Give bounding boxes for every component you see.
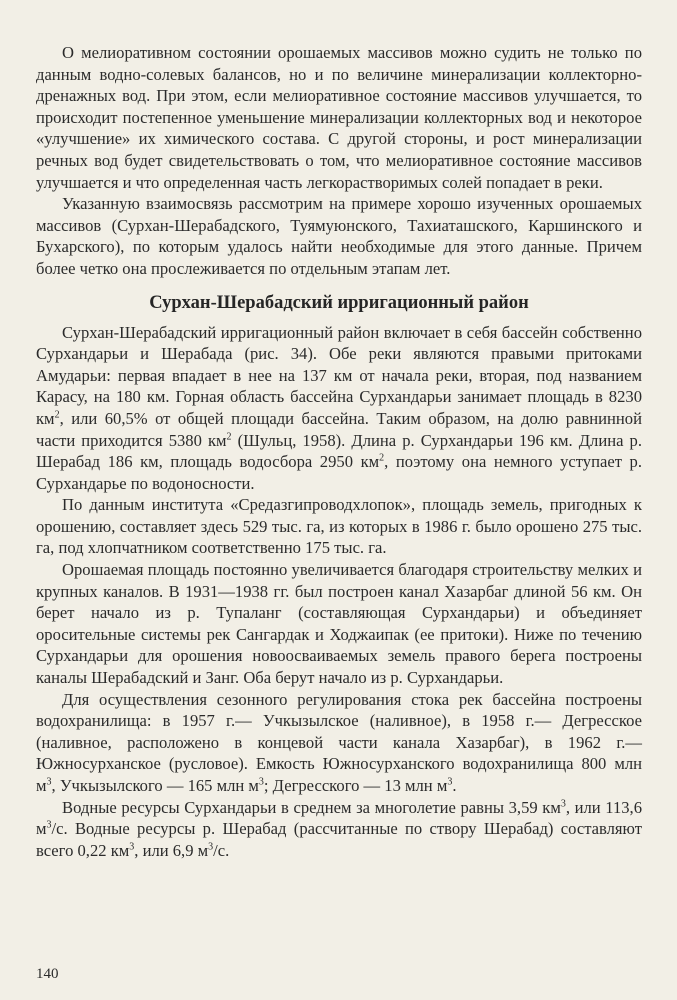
- section-heading: Сурхан-Шерабадский ирригационный район: [149, 292, 529, 313]
- paragraph-intro-2: Указанную взаимосвязь рассмотрим на примере хорошо изученных орошаемых массивов (Сурхан-Шерабадского, Туямуюнского, Тахиаташского, Каршинского и Бухарского), по которым удалось найти необходимые для этого данные. Причем более четко она прослеживается по отдельным этапам лет.: [36, 194, 642, 278]
- paragraph-reservoirs: Для осуществления сезонного регулирования стока рек бассейна построены водохранилища: в 1957 г.— Учкызылское (наливное), в 1958 г.— Дегресское (наливное, расположено в концевой части канала Хазарбаг), в 1962 г.— Южносурханское (русловое). Емкость Южносурханского водохранилища 800 млн $м^3$, Учкызылского — 165 млн $м^3$; Дегресского — 13 млн $м^3$.: [36, 689, 642, 795]
- paragraph-irrigated-land: По данным института «Средазгипроводхлопок», площадь земель, пригодных к орошению, составляет здесь 529 тыс. га, из которых в 1986 г. было орошено 275 тыс. га, под хлопчатником соответственно 175 тыс. га.: [36, 495, 642, 558]
- paragraph-region-description: Сурхан-Шерабадский ирригационный район включает в себя бассейн собственно Сурхандарьи и Шерабада (рис. 34). Обе реки являются правыми притоками Амударьи: первая впадает в нее на 137 км от начала реки, вторая, под названием Карасу, на 180 км. Горная область бассейна Сурхандарьи занимает площадь в 8230 $км^2$, или 60,5% от общей площади бассейна. Таким образом, на долю равнинной части приходится 5380 $км^2$ (Шульц, 1958). Длина р. Сурхандарьи 196 км. Длина р. Шерабад 186 км, площадь водосбора 2950 $км^2$, поэтому она немного уступает р. Сурхандарье по водоносности.: [36, 322, 642, 493]
- body-text: [36, 42, 642, 861]
- paragraph-intro-1: О мелиоративном состоянии орошаемых массивов можно судить не только по данным водно-солевых балансов, но и по величине минерализации коллекторно-дренажных вод. При этом, если мелиоративное состояние массивов улучшается, то происходит постепенное уменьшение минерализации коллекторных вод и некоторое «улучшение» их химического состава. С другой стороны, и рост минерализации речных вод будет свидетельствовать о том, что мелиоративное состояние массивов улучшается и что определенная часть легкорастворимых солей попадает в реки.: [36, 43, 642, 192]
- page-number: 140: [36, 966, 59, 982]
- paragraph-canals: Орошаемая площадь постоянно увеличивается благодаря строительству мелких и крупных каналов. В 1931—1938 гг. был построен канал Хазарбаг длиной 56 км. Он берет начало из р. Тупаланг (составляющая Сурхандарьи) и объединяет оросительные системы рек Сангардак и Ходжаипак (ее притоки). Ниже по течению Сурхандарьи для орошения новоосваиваемых земель правого берега построены каналы Шерабадский и Занг. Оба берут начало из р. Сурхандарьи.: [36, 560, 642, 688]
- paragraph-water-resources: Водные ресурсы Сурхандарьи в среднем за многолетие равны 3,59 $км^3$, или 113,6 $м^3/с$. Водные ресурсы р. Шерабад (рассчитанные по створу Шерабад) составляют всего 0,22 $км^3$, или 6,9 $м^3/с$.: [36, 797, 642, 860]
